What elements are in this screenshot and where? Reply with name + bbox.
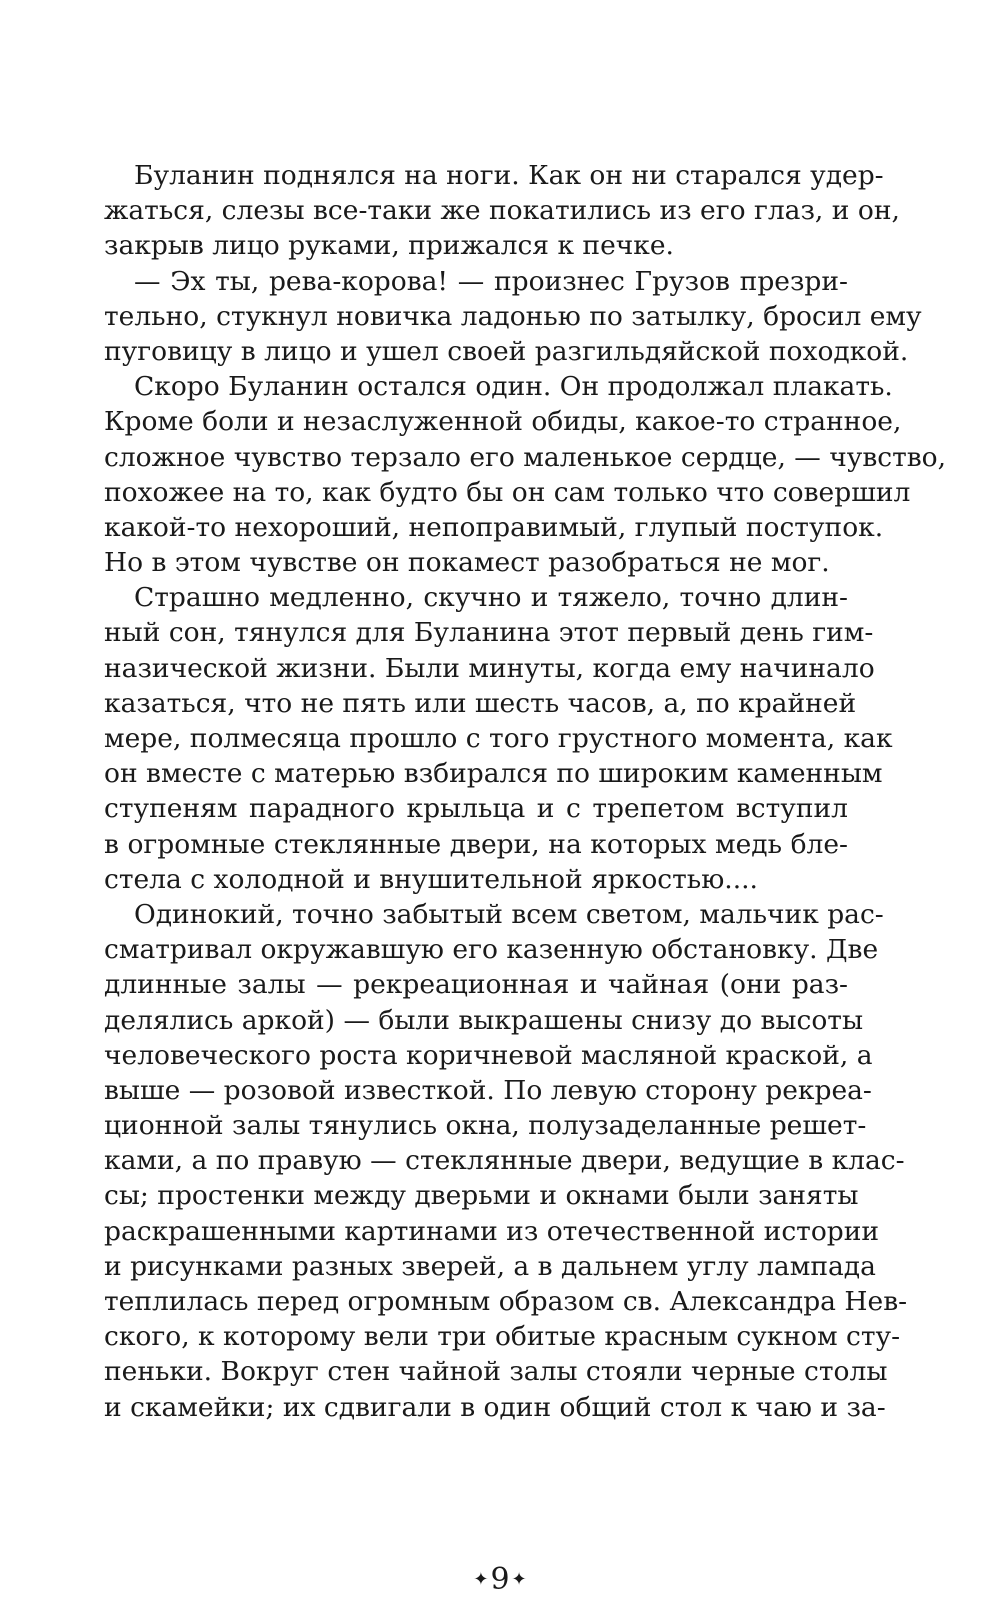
text-line: и скамейки; их сдвигали в один общий стол к чаю и за- [104,1391,886,1423]
text-line: делялись аркой) — были выкрашены снизу до высоты [104,1004,864,1036]
text-line: пеньки. Вокруг стен чайной залы стояли черные столы [104,1356,888,1388]
page-footer [0,1560,1000,1597]
text-line: выше — розовой известкой. По левую сторону рекреа- [104,1074,872,1106]
text-line: Кроме боли и незаслуженной обиды, какое-то странное, [104,406,902,438]
paragraph [104,580,893,897]
ornament-left-icon: ✦ [473,1568,489,1590]
text-line: Но в этом чувстве он покамест разобраться не мог. [104,547,830,579]
paragraph [104,369,947,580]
text-line: похожее на то, как будто бы он сам только что совершил [104,476,911,508]
text-line: стела с холодной и внушительной яркостью.... [104,863,758,895]
text-line: раскрашенными картинами из отечественной истории [104,1215,880,1247]
text-line: ционной залы тянулись окна, полузаделанные решет- [104,1110,867,1142]
text-line: Буланин поднялся на ноги. Как он ни старался удер- [134,160,884,191]
paragraph [104,264,922,370]
paragraph [104,158,900,264]
text-line: Страшно медленно, скучно и тяжело, точно длин- [134,582,848,614]
text-line: сложное чувство терзало его маленькое сердце, — чувство, [104,441,947,473]
text-line: Скоро Буланин остался один. Он продолжал плакать. [134,371,893,403]
text-line: и рисунками разных зверей, а в дальнем углу лампада [104,1250,876,1282]
paragraph [104,897,908,1425]
text-line: мере, полмесяца прошло с того грустного момента, как [104,723,893,754]
text-line: жаться, слезы все-таки же покатились из его глаз, и он, [104,195,900,227]
text-line: назической жизни. Были минуты, когда ему начинало [104,652,875,684]
text-line: в огромные стеклянные двери, на которых медь бле- [104,828,848,860]
text-line: какой-то нехороший, непоправимый, глупый поступок. [104,511,884,543]
text-line: сы; простенки между дверьми и окнами были заняты [104,1180,859,1212]
text-line: длинные залы — рекреационная и чайная (они раз- [104,969,848,1001]
text-line: — Эх ты, рева-корова! — произнес Грузов презри- [134,265,848,297]
text-line: Одинокий, точно забытый всем светом, мальчик рас- [134,898,884,930]
text-line: казаться, что не пять или шесть часов, а, по крайней [104,687,857,719]
text-line: ступеням парадного крыльца и с трепетом вступил [104,793,848,825]
page-number: 9 [490,1561,510,1597]
text-line: закрыв лицо руками, прижался к печке. [104,230,674,262]
text-line: он вместе с матерью взбирался по широким каменным [104,758,883,790]
text-line: ского, к которому вели три обитые красным сукном сту- [104,1321,901,1353]
text-line: тельно, стукнул новичка ладонью по затылку, бросил ему [104,300,922,332]
ornament-right-icon: ✦ [511,1568,527,1590]
text-line: ками, а по правую — стеклянные двери, ведущие в клас- [104,1145,905,1177]
text-line: человеческого роста коричневой масляной краской, а [104,1039,873,1071]
text-line: сматривал окружавшую его казенную обстановку. Две [104,934,879,966]
text-line: пуговицу в лицо и ушел своей разгильдяйской походкой. [104,335,909,367]
body-text [104,158,947,1425]
text-line: теплилась перед огромным образом св. Александра Нев- [104,1286,908,1317]
text-line: ный сон, тянулся для Буланина этот первый день гим- [104,617,874,649]
